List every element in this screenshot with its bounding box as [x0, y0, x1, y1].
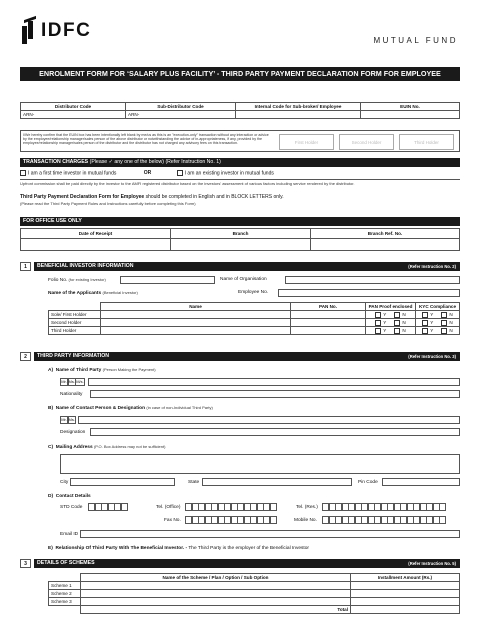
scheme-name-field[interactable] [81, 598, 351, 606]
scheme-row [49, 590, 460, 598]
pan-proof-yes-checkbox[interactable] [375, 320, 381, 326]
date-of-receipt-header: Date of Receipt [21, 229, 171, 239]
branch-ref-header: Branch Ref. No. [311, 229, 460, 239]
section-1-bar [34, 262, 460, 271]
folio-field[interactable] [120, 276, 215, 284]
tpp-instructions [20, 194, 460, 200]
kyc-options: Y N [416, 311, 460, 319]
distributor-code-field[interactable]: ARN- [21, 111, 126, 119]
idfc-logo [22, 18, 91, 44]
branch-header: Branch [171, 229, 311, 239]
idfc-logo-icon [22, 18, 36, 44]
mailing-address-field[interactable] [60, 454, 460, 474]
declaration-text: I/We hereby confirm that the EUIN box has been intentionally left blank by me/us as this is an "execution-only" transaction without any interaction or advice by the employee/relationship manager/sales person of the above distributor or notwithstanding the advice of in-appropriateness, if any, provided by the employee/relationship manager/sales person of the distributor and the distributor has not charged any advisory fees on this transaction. [23, 133, 269, 146]
charges-options [20, 170, 460, 176]
section-1-number: 1 [20, 262, 31, 271]
tpp-instructions-rest: should be completed in English and in BLOCK LETTERS only. [144, 194, 284, 200]
pan-proof-header: PAN Proof enclosed [366, 303, 416, 311]
tpp-instructions-note: (Please read the Third Party Payment Rules and Instructions carefully before completing this Form) [20, 201, 196, 206]
kyc-options: Y N [416, 327, 460, 335]
pan-proof-yes-checkbox[interactable] [375, 328, 381, 334]
section-3-title: DETAILS OF SCHEMES [37, 560, 95, 566]
section-2-bar [34, 352, 460, 361]
kyc-yes-checkbox[interactable] [422, 320, 428, 326]
city-label: City [60, 480, 69, 485]
fax-cells[interactable] [185, 516, 276, 524]
section-2-number: 2 [20, 352, 31, 361]
kyc-no-checkbox[interactable] [441, 320, 447, 326]
applicants-table [48, 302, 460, 335]
pan-proof-options: Y N [366, 319, 416, 327]
holder-label: Sole/ First Holder [49, 311, 101, 319]
section-1-ref: (Refer Instruction No. 2) [408, 264, 456, 269]
installment-amount-header: Installment Amount (Rs.) [351, 574, 460, 582]
contact-details-label: D) Contact Details [48, 494, 91, 499]
scheme-name-field[interactable] [81, 582, 351, 590]
tel-office-label: Tel. (Office) [156, 505, 181, 510]
nationality-field[interactable] [90, 390, 460, 398]
relationship-label: E) Relationship Of Third Party With The Beneficial Investor. - The Third Party is the employer of the Beneficial Investor [48, 546, 310, 551]
fax-label: Fax No. [164, 518, 181, 523]
pan-proof-no-checkbox[interactable] [394, 320, 400, 326]
holder-pan-field[interactable] [291, 319, 366, 327]
form-page [20, 12, 460, 630]
third-party-name-field[interactable] [88, 378, 460, 386]
euin-field[interactable] [361, 111, 460, 119]
std-code-label: STD Code [60, 505, 83, 510]
state-label: State [188, 480, 200, 485]
std-code-cells[interactable] [88, 503, 127, 511]
holder-name-field[interactable] [101, 311, 291, 319]
contact-title-mr[interactable]: Mr. [61, 417, 67, 422]
pan-proof-yes-checkbox[interactable] [375, 312, 381, 318]
sub-distributor-code-header: Sub-Distributor Code [126, 103, 236, 111]
contact-title-ms[interactable]: Ms. [68, 417, 75, 422]
total-row [49, 606, 460, 614]
scheme-name-header: Name of the Scheme / Plan / Option / Sub Option [81, 574, 351, 582]
contact-title-options[interactable] [60, 416, 75, 424]
applicant-row [49, 319, 460, 327]
scheme-label: Scheme 3 [49, 598, 81, 606]
holder-name-field[interactable] [101, 327, 291, 335]
sub-distributor-code-field[interactable]: ARN- [126, 111, 236, 119]
mobile-cells[interactable] [322, 516, 446, 524]
pin-code-field[interactable] [382, 478, 460, 486]
transaction-charges-title: TRANSACTION CHARGES [23, 159, 89, 165]
title-ms-company[interactable]: M/s. [76, 379, 84, 384]
kyc-yes-checkbox[interactable] [422, 328, 428, 334]
scheme-name-field[interactable] [81, 590, 351, 598]
second-holder-signature[interactable]: Second Holder [339, 134, 394, 150]
scheme-label: Scheme 2 [49, 590, 81, 598]
title-ms[interactable]: Ms. [68, 379, 75, 384]
existing-investor-checkbox[interactable] [177, 170, 183, 176]
designation-label: Designation [60, 430, 86, 435]
divider [20, 179, 460, 180]
holder-label: Third Holder [49, 327, 101, 335]
organisation-label: Name of Organisation [220, 277, 267, 282]
mailing-address-label: C) Mailing Address (P.O. Box Address may not be sufficient) [48, 444, 166, 450]
header [20, 12, 460, 57]
mobile-label: Mobile No. [294, 518, 317, 523]
first-time-investor-label: I am a first time investor in mutual funds [28, 170, 117, 177]
first-time-investor-checkbox[interactable] [20, 170, 26, 176]
section-3-number: 3 [20, 559, 31, 568]
distributor-code-header: Distributor Code [21, 103, 126, 111]
contact-person-label: B) Name of Contact Person & Designation (in case of non-Individual Third Party) [48, 405, 213, 411]
tel-res-cells[interactable] [322, 503, 446, 511]
section-2-title: THIRD PARTY INFORMATION [37, 353, 110, 359]
section-2-ref: (Refer Instruction No. 3) [408, 354, 456, 359]
tpp-instructions-bold: Third Party Payment Declaration Form for Employee [20, 194, 145, 200]
third-party-name-label: A) Name of Third Party (Person Making the Payment) [48, 367, 156, 373]
office-use-table [20, 228, 460, 251]
third-holder-signature[interactable]: Third Holder [399, 134, 454, 150]
office-use-bar: FOR OFFICE USE ONLY [20, 217, 460, 226]
branch-field[interactable] [171, 239, 311, 251]
name-header: Name [101, 303, 291, 311]
third-party-title-options[interactable] [60, 378, 85, 386]
nationality-label: Nationality [60, 392, 83, 397]
form-title: ENROLMENT FORM FOR ‘SALARY PLUS FACILITY’ - THIRD PARTY PAYMENT DECLARATION FORM FOR EMPLOYEE [20, 67, 460, 81]
existing-investor-label: I am an existing investor in mutual funds [184, 170, 274, 177]
designation-field[interactable] [90, 428, 460, 436]
pan-header: PAN No. [291, 303, 366, 311]
email-field[interactable] [80, 530, 460, 538]
holder-pan-field[interactable] [291, 327, 366, 335]
kyc-header: KYC Compliance [416, 303, 460, 311]
or-label: OR [143, 170, 152, 177]
charges-note: Upfront commission shall be paid directly by the investor to the AMFI registered distributor based on the investors' assessment of various factors including service rendered by the distributor. [20, 181, 355, 186]
applicant-row [49, 327, 460, 335]
date-of-receipt-field[interactable] [21, 239, 171, 251]
scheme-label: Scheme 1 [49, 582, 81, 590]
holder-pan-field[interactable] [291, 311, 366, 319]
product-name: MUTUAL FUND [373, 36, 458, 45]
contact-person-field[interactable] [78, 416, 460, 424]
pan-proof-no-checkbox[interactable] [394, 328, 400, 334]
first-holder-signature[interactable]: First Holder [279, 134, 334, 150]
tel-office-cells[interactable] [185, 503, 276, 511]
holder-label: Second Holder [49, 319, 101, 327]
scheme-row [49, 582, 460, 590]
installment-amount-field[interactable] [351, 582, 460, 590]
title-mr[interactable]: Mr. [61, 379, 67, 384]
tel-res-label: Tel. (Res.) [296, 505, 318, 510]
kyc-yes-checkbox[interactable] [422, 312, 428, 318]
transaction-charges-note: (Please ✓ any one of the below) (Refer Instruction No. 1) [89, 159, 221, 165]
section-3-bar [34, 559, 460, 568]
employee-no-field[interactable] [278, 289, 460, 297]
logo-text: IDFC [41, 20, 92, 41]
section-1-title: BENEFICIAL INVESTOR INFORMATION [37, 263, 134, 269]
email-label: Email ID [60, 532, 79, 537]
euin-header: EUIN No. [361, 103, 460, 111]
pan-proof-options: Y N [366, 327, 416, 335]
applicant-row [49, 311, 460, 319]
pan-proof-options: Y N [366, 311, 416, 319]
organisation-field[interactable] [285, 276, 460, 284]
employee-no-label: Employee No. [238, 290, 269, 295]
euin-declaration [20, 130, 460, 152]
kyc-options: Y N [416, 319, 460, 327]
schemes-table [48, 573, 460, 614]
applicants-label: Name of the Applicants (Beneficial Investor) [48, 290, 138, 296]
branch-ref-field[interactable] [311, 239, 460, 251]
transaction-charges-bar [20, 158, 460, 167]
internal-code-field[interactable] [236, 111, 361, 119]
folio-label: Folio No. (for existing Investor) [48, 277, 106, 283]
distributor-table [20, 102, 460, 119]
total-label: Total [81, 606, 351, 614]
section-3-ref: (Refer Instruction No. 5) [408, 561, 456, 566]
state-field[interactable] [202, 478, 352, 486]
pin-code-label: Pin Code [358, 480, 378, 485]
kyc-no-checkbox[interactable] [441, 328, 447, 334]
internal-code-header: Internal Code for Sub-broker/ Employee [236, 103, 361, 111]
kyc-no-checkbox[interactable] [441, 312, 447, 318]
city-field[interactable] [70, 478, 175, 486]
holder-name-field[interactable] [101, 319, 291, 327]
installment-amount-field[interactable] [351, 598, 460, 606]
pan-proof-no-checkbox[interactable] [394, 312, 400, 318]
scheme-row [49, 598, 460, 606]
installment-amount-field[interactable] [351, 590, 460, 598]
total-amount-field[interactable] [351, 606, 460, 614]
